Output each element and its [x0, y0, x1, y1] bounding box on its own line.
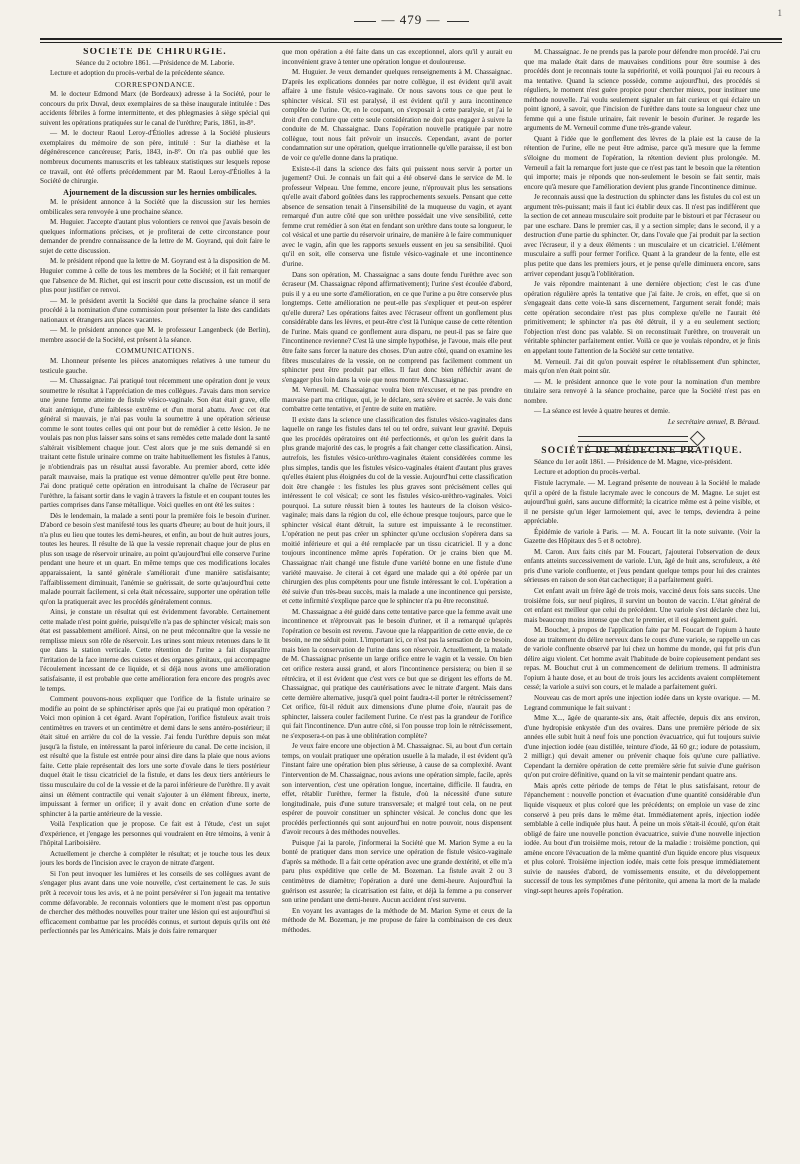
margin-number: 1 [777, 8, 782, 18]
paragraph: que mon opération a été faite dans un cas exceptionnel, alors qu'il y aurait eu inconvénient grave à tenter une opération longue et douloureuse. [282, 48, 512, 66]
paragraph: — M. le président annonce que le vote pour la nomination d'un membre titulaire sera renvoyé à la séance prochaine, parce que la Société n'est pas en nombre. [524, 377, 760, 405]
paragraph: M. le docteur Edmond Marx (de Bordeaux) adresse à la Société, pour le concours du prix Duval, deux exemplaires de sa thèse inaugurale intitulée : Des accidents fébriles à forme intermittente, et des phlegmasies à siège spécial qui suivent les opérations pratiquées sur le canal de l'urèthre; Paris, 1861, in-8°. [40, 90, 270, 127]
paragraph: Comment pouvons-nous expliquer que l'orifice de la fistule urinaire se modifie au point de se sphinctériser après que j'ai eu pratiqué mon opération ? Voici mon opinion à cet égard. Avant l'opération, l'orifice fistuleux avait trois centimètres en travers et un centimètre et demi dans le sens antéro-postérieur; il était situé en arrière du col de la vessie. J'ai fendu l'urèthre depuis son méat jusqu'à la fistule, en intéressant la paroi inférieure du canal. De cette incision, il est résulté que la fistule est entrée pour ainsi dire dans la plaie que nous avions faite. Cette plaie représentait des lors une sorte d'ovale dans le tiers postérieur duquel était le tissu cicatriciel de la fistule, et dans les deux tiers antérieurs le tissu musculaire du col de la vessie et de la paroi inférieure de l'urèthre. Il y avait ainsi un élément contractile qui venait s'ajouter à un élément fibreux, inerte, impuissant à fermer un orifice; il y avait donc en création d'une sorte de sphincter à la partie antérieure de la vessie. [40, 695, 270, 818]
paragraph: M. Verneuil. M. Chassaignac voulra bien m'excuser, et ne pas prendre en mauvaise part ma critique, qui, je le déclare, sera sévère et sacrée. Je vais donc combattre cette tentative, et j'entre de suite en matière. [282, 386, 512, 414]
column-left [40, 48, 270, 1148]
paragraph: Épidémie de variole à Paris. — M. A. Foucart lit la note suivante. (Voir la Gazette des Hôpitaux des 5 et 8 octobre). [524, 527, 760, 546]
session-line: Séance du 2 octobre 1861. —Présidence de M. Laborie. [75, 58, 235, 67]
header-rule [40, 38, 782, 40]
paragraph: Lecture et adoption du procès-verbal de la précédente séance. [50, 69, 225, 78]
paragraph: Il existe dans la science une classification des fistules vésico-vaginales dans laquelle on range les fistules dans tel ou tel ordre, suivant leur gravité. Depuis que les procédés opératoires ont été perfectionnés, et qu'on les guérit dans la plus grande majorité des cas, le progrès a fait changer cette classification. Ainsi, autrefois, les fistules vésico-urèthro-vaginales étaient considérées comme les plus simples, tandis que les fistules vésico-vaginales étaient d'autant plus graves qu'elles étaient plus éloignées du col de la vessie. Aujourd'hui cette classification doit être changée : les fistules les plus graves sont précisément celles qui intéressent le col vésical; ce sont les fistules vésico-urèthro-vaginales. Voici pourquoi. La suture réussit bien à toutes les hauteurs de la cloison vésico-vaginale; mais dans la région du col, elle échoue presque toujours, parce que le sphincter vésical étant détruit, la suture est impuissante à le reconstituer. L'opération ne peut pas créer un sphincter qu'une occlusion s'opérera dans sa moitié inférieure et qui a été remplacée par un tissu cicatriciel. Il y a donc toujours incontinence même après l'opération. Or je crains bien que M. Chassaignac n'ait changé une fistule d'une variété bonne en une fistule d'une variété mauvaise. Je citerai à cet égard une malade qui a été opérée par un chirurgien des plus compétents pour une fistule intéressant le col. L'opération a été suivie d'un très-beau succès, mais la malade a une incontinence qui persiste, et cette infirmité s'explique parce que le sphincter n'a pu être reconstitué. [282, 415, 512, 606]
section-heading-communications: COMMUNICATIONS. [115, 346, 195, 356]
paragraph: Si l'on peut invoquer les lumières et les conseils de ses collègues avant de s'engager plus avant dans une voie nouvelle, c'est certainement le cas. Je suis prêt à recevoir tous les avis, et à ne point persévérer si l'on jugeait ma tentative comme défavorable. Je reconnais volontiers que le moment n'est pas opportun de chercher des méthodes nouvelles pour traiter une lésion qui est aujourd'hui si efficacement combattue par les procédés connus, et surtout depuis qu'ils ont été perfectionnés par les Américains. Mais je dois faire remarquer [40, 869, 270, 936]
paragraph: Dans son opération, M. Chassaignac a sans doute fendu l'urèthre avec son écraseur (M. Chassaignac répond affirmativement); l'urine s'est écoulée d'abord, puis il y a eu une sorte d'amélioration, en ce que l'urine a pu être conservée plus longtemps. Cette amélioration ne peut-elle pas s'expliquer et peut-on espérer qu'elle durera? Les opérations faites avec l'écraseur offrent un gonflement plus considérable dans les lèvres, et peut-être c'est là l'unique cause de cette rétention de l'urine. Mais quand ce gonflement aura disparu, ne peut-il pas se faire que l'incontinence revienne? C'est là une simple hypothèse, je l'avoue, mais elle peut être faite sans forcer la nature des choses. D'un autre côté, quand on examine les fibres musculaires de la vessie, on ne comprend pas facilement comment un sphincter peut être produit par elles. Il faut donc bien réfléchir avant de s'engager plus loin dans la voie que nous montre M. Chassaignac. [282, 270, 512, 384]
paragraph: En voyant les avantages de la méthode de M. Marion Syme et ceux de la méthode de M. Bozeman, je me propose de faire la combinaison de ces deux méthodes. [282, 906, 512, 934]
paragraph: — M. le président annonce que M. le professeur Langenbeck (de Berlin), membre associé de la Société, est présent à la séance. [40, 326, 270, 344]
paragraph: Puisque j'ai la parole, j'informerai la Société que M. Marion Syme a eu la bonté de pratiquer dans mon service une opération de fistule vésico-vaginale d'après sa méthode. Il a fait cette opération avec une grande dextérité, et elle m'a paru plus expéditive que celle de M. Bozeman. La fistule avait 2 ou 3 centimètres de diamètre; l'opération a duré une demi-heure. Aujourd'hui la guérison est assurée; la cicatrisation est faite, et déjà la femme a pu conserver son urine pendant une demi-heure. Aucun accident n'est survenu. [282, 838, 512, 905]
paragraph: M. Huguier. J'accepte d'autant plus volontiers ce renvoi que j'avais besoin de quelques informations précises, et je profiterai de cette circonstance pour demander de prendre connaissance de la lettre de M. Goyrand, qui doit faire le sujet de cette discussion. [40, 218, 270, 255]
paragraph: — M. Chassaignac. J'ai pratiqué tout récemment une opération dont je veux soumettre le résultat à l'appréciation de mes collègues. J'avais dans mon service une jeune femme atteinte de fistule vésico-vaginale. Son état était grave, elle était anémique, d'une faiblesse extrême et d'un moral abattu. Avec cet état général si mauvais, je n'ai pas voulu la soumettre à une opération sérieuse comme le sont toutes celles qui ont pour but de remédier à cette lésion. Je ne voulais pas non plus laisser sans soins et sans remèdes cette malade dont la santé s'altérait visiblement chaque jour. C'est alors que je me suis demandé si en traitant cette fistule urinaire comme on traite habituellement les fistules à l'anus, je n'obtiendrais pas un résultat aussi favorable. Au premier abord, cette idée paraît mauvaise, mais la pratique est venue démontrer qu'elle peut être bonne. J'ai donc pratiqué cette opération en introduisant la chaîne de l'écraseur par l'urèthre, la faisant sortir dans le vagin à travers la fistule et en coupant toutes les parties comprises dans l'anse métallique. Voici quelles en ont été les suites : [40, 377, 270, 510]
paragraph: Quant à l'idée que le gonflement des lèvres de la plaie est la cause de la rétention de l'urine, elle ne peut être admise, parce qu'à mesure que la femme s'éloigne du moment de l'opération, la rétention devient plus prolongée. M. Verneuil a fait la remarque fort juste que ce n'est pas tant le besoin que la rétention qui importe; mais je réponds que non-seulement le besoin se fait sentir, mais encore qu'à mesure que l'amélioration devient plus grande l'incontinence diminue. [524, 134, 760, 191]
paragraph: — M. le président avertit la Société que dans la prochaine séance il sera procédé à la nomination d'une commission pour présenter la liste des candidats nationaux et étrangers aux places vacantes. [40, 296, 270, 324]
paragraph: Nouveau cas de mort après une injection iodée dans un kyste ovarique. — M. Legrand communique le fait suivant : [524, 694, 760, 712]
session-line-2: Séance du 1er août 1861. — Présidence de M. Magne, vice-président. [534, 457, 733, 466]
page-number: — 479 — [40, 12, 782, 28]
paragraph: M. Caron. Aux faits cités par M. Foucart, j'ajouterai l'observation de deux enfants atteints successivement de variole. L'un, âgé de huit ans, scrofuleux, a été pris d'une variole confluente, et j'eus pendant quelque temps pour lui des craintes sérieuses en raison de son état cachectique; il a parfaitement guéri. [524, 547, 760, 585]
society-title: SOCIÉTÉ DE CHIRURGIE. [83, 48, 227, 57]
section-heading-ajournement: Ajournement de la discussion sur les hernies ombilicales. [63, 187, 257, 197]
paragraph: — M. le docteur Raoul Leroy-d'Étiolles adresse à la Société plusieurs exemplaires du mémoire de son père, intitulé : Sur la diathèse et la dégénérescence cancéreuse; Paris, 1843, in-8°. On n'a pas oublié que les nombreux documents manuscrits et les tableaux statistiques sur lesquels repose ce travail, ont été offerts précédemment par M. Raoul Leroy-d'Étiolles à la Société de chirurgie. [40, 129, 270, 186]
section-heading-correspondance: CORRESPONDANCE. [114, 79, 196, 89]
header-rule-thin [40, 42, 782, 43]
paragraph: Existe-t-il dans la science des faits qui puissent nous servir à porter un jugement? Oui. Je connais un fait qui a été observé dans le service de M. le professeur Velpeau. Une femme, encore jeune, n'éprouvait plus les sensations qu'elle avait d'abord goûtées dans les rapprochements sexuels. Pensant que cette absence de sensation tenait à l'insensibilité de la muqueuse du vagin, et ayant remarqué d'un autre côté que son urèthre possédait une vive sensibilité, cette femme crut remédier à son état en fendant son urèthre dans toute sa longueur, le col vésical et une partie du réservoir urinaire, de manière à le faire communiquer avec le vagin, afin que les rapports sexuels eussent en jeu sa sensibilité. Quoi qu'il en soit, elle conserva une fistule vésico-vaginale et une incontinence d'urine. [282, 164, 512, 269]
paragraph: Mme X..., âgée de quarante-six ans, était affectée, depuis dix ans environ, d'une hydropisie enkystée d'un des ovaires. Dans une première période de six années elle subit huit à neuf fois une ponction évacuatrice, qui fut toujours suivie d'une injection iodée (eau distillée, teinture d'iode, ãã 60 gr.; iodure de potassium, 2 milligr.) qui devait amener ou prévenir chaque fois qu'une cure palliative. Cependant la dernière opération de cette première série fut suivie d'une guérison qu'on put croire définitive, quand on la vit se maintenir pendant quatre ans. [524, 714, 760, 780]
paragraph: — La séance est levée à quatre heures et demie. [534, 407, 670, 416]
paragraph: M. Lhonneur présente les pièces anatomiques relatives à une tumeur du testicule gauche. [40, 356, 270, 375]
paragraph: Ainsi, je constate un résultat qui est évidemment favorable. Certainement cette malade n'est point guérie, puisqu'elle n'a pas de sphincter vésical; mais son état est passablement amélioré. Ainsi, on ne peut méconnaître que la vessie ne remplisse mieux son rôle de réservoir. Les urines sont mieux retenues dans le lit que dans la station verticale. Cette rétention de l'urine a fait disparaître l'irritation de la face interne des cuisses et des organes génitaux, qui accompagne l'écoulement incessant de ce liquide, et si déjà nous avons une amélioration satisfaisante, il est probable que cette amélioration fera encore des progrès avec le temps. [40, 608, 270, 693]
paragraph: Je vais répondre maintenant à une dernière objection; c'est le cas d'une opération régulière après la tentative que j'ai faite. Je crois, en effet, que si on s'engageait dans cette voie-là sans discernement, l'argument serait fondé; mais cette opération secondaire n'est pas plus complexe qu'elle ne l'aurait été primitivement; le sphincter n'a pas été détruit, il y a eu seulement section; l'objection n'est donc pas valable. Si on reconstituait l'urèthre, on trouverait un véritable sphincter parfaitement entier. Voilà ce que je voulais répondre, et je finis en appelant toute l'attention de la Société sur cette tentative. [524, 280, 760, 355]
paragraph: Je reconnais aussi que la destruction du sphincter dans les fistules du col est un argument très-puissant; mais il faut ici établir deux cas. Il n'est pas indifférent que la section de cet anneau musculaire soit produite par le bistouri et par l'écraseur ou par une eschare. Dans le premier cas, il y a section simple; dans le second, il y a destruction d'une partie du sphincter. Or, dans l'ovale que j'ai produit par la section avec l'écraseur, il y a deux éléments : un musculaire et un cicatriciel. L'élément musculaire a suffi pour fermer l'orifice. Quant à la grandeur de la fente, elle est plus petite que dans les premiers jours, et je pense qu'elle diminuera encore, sans arriver cependant jusqu'à l'oblitération. [524, 193, 760, 278]
paragraph: M. Verneuil. J'ai dit qu'on pouvait espérer le rétablissement d'un sphincter, mais qu'on n'en était point sûr. [524, 357, 760, 376]
paragraph: M. Boucher, à propos de l'application faite par M. Foucart de l'opium à haute dose au traitement du délire nerveux dans le cours d'une variole, se rappelle un cas de variole confluente observé par lui chez un homme du monde, qui fut pris d'un délire aigu violent. Cet homme avait l'habitude de boire copieusement pendant ses repas. M. Bouchut crut à un commencement de delirium tremens. Il administra l'opium à haute dose, et au bout de trois jours les accidents avaient complètement cessé; la variole a suivi son cours, et le malade a parfaitement guéri. [524, 626, 760, 692]
paragraph: Voilà l'explication que je propose. Ce fait est à l'étude, c'est un sujet d'expérience, et j'engage les personnes qui voudraient en être témoins, à venir à l'hôpital Lariboisière. [40, 820, 270, 848]
paragraph: Dès le lendemain, la malade a senti pour la première fois le besoin d'uriner. D'abord ce besoin s'est manifesté tous les quarts d'heure; au bout de huit jours, il n'a plus eu lieu que toutes les demi-heures, et enfin, au bout de huit autres jours, toutes les heures. Il résulte de là que la vessie reprenait chaque jour de plus en plus son usage de réservoir urinaire, au point qu'aujourd'hui elle conserve l'urine pendant une heure et un quart. En même temps que ces modifications locales apparaissaient, la santé générale s'améliorait d'une manière satisfaisante; l'affaiblissement diminuait, l'anémie se guérissait, de sorte qu'aujourd'hui cette malade pourrait facilement, si cela était nécessaire, supporter une opération telle qu'on la pratiquerait avec les procédés généralement connus. [40, 511, 270, 606]
section-divider-ornament [524, 433, 760, 443]
paragraph: Fistule lacrymale. — M. Legrand présente de nouveau à la Société le malade qu'il a opéré de la fistule lacrymale avec le concours de M. Magne. Le sujet est aujourd'hui guéri, sans aucune difformité; la cicatrice même est à peine visible, et il ne persiste qu'un léger larmoiement qui, avec le temps, deviendra à peine appréciable. [524, 478, 760, 526]
paragraph: Mais après cette période de temps de l'état le plus satisfaisant, retour de l'épanchement : nouvelle ponction et évacuation d'une quantité considérable d'un liquide visqueux et plus coloré que les précédents; on emploie un vase de zinc conservé à peu près dans le même état. Immédiatement après, injection iodée semblable à celle indiquée plus haut. À peine un mois s'était-il écoulé, qu'on était obligé de faire une nouvelle ponction évacuatrice, suivie d'une nouvelle injection iodée. Au bout d'un troisième mois, retour de la maladie : troisième ponction, qui amène encore l'évacuation de la même quantité d'un liquide encore plus visqueux et plus coloré. Troisième injection iodée, mais cette fois presque immédiatement suivie de nausées d'abord, de vomissements ensuite, et du développement successif de tous les symptômes d'une péritonite, qui amena la mort de la malade vingt-sept heures après l'opération. [524, 781, 760, 895]
paragraph: M. le président annonce à la Société que la discussion sur les hernies ombilicales sera renvoyée à une prochaine séance. [40, 198, 270, 216]
paragraph: Cet enfant avait un frère âgé de trois mois, vacciné deux fois sans succès. Une troisième fois, sur neuf piqûres, il survint un bouton de vaccin. L'état général de cet enfant est meilleur que celui du précédent. Une variole s'est déclarée chez lui, mais beaucoup moins intense que chez le premier, et il est également guéri. [524, 586, 760, 624]
column-right-content [524, 48, 760, 1148]
paragraph: M. le président répond que la lettre de M. Goyrand est à la disposition de M. Huguier comme à celle de tous les membres de la Société; et il fait remarquer que l'absence de M. Richet, qui est inscrit pour cette discussion, est un motif de plus pour justifier ce renvoi. [40, 257, 270, 295]
paragraph: M. Chassaignac a été guidé dans cette tentative parce que la femme avait une incontinence et n'éprouvait pas le besoin d'uriner, et il a remarqué qu'après l'opération ce besoin est revenu. J'avoue que la réapparition de cette envie, de ce besoin, ne me séduit point. L'important ici, ce n'est pas la sensation de ce besoin, mais bien la conservation de l'urine dans son réservoir. Actuellement, la malade de M. Chassaignac présente un large orifice entre le vagin et la vessie. On bien cet orifice restera aussi grand, et alors l'incontinence persistera; ou bien il se rétrécira, et il est évident que c'est vers ce but que se dirigent les efforts de M. Chassaignac, qui pratique des cautérisations avec le nitrate d'argent. Mais dans cette dernière alternative, jusqu'à quel point faudra-t-il porter le rétrécissement? Cet orifice, fût-il réduit aux dimensions d'une plume d'oie, n'aurait pas de sphincter, laissera couler facilement l'urine. Ce n'est pas la grandeur de l'orifice qui fait l'incontinence. D'un autre côté, si l'on pousse trop loin le rétrécissement, ne s'exposera-t-on pas à une oblitération complète? [282, 607, 512, 740]
secretary-signature: Le secrétaire annuel, B. Béraud. [667, 417, 760, 426]
paragraph: Actuellement je cherche à compléter le résultat; et je touche tous les deux jours les bords de l'incision avec le crayon de nitrate d'argent. [40, 849, 270, 868]
column-middle [282, 48, 512, 1148]
society-title-2: SOCIÉTÉ DE MÉDECINE PRATIQUE. [541, 446, 743, 457]
page-header [40, 8, 782, 42]
paragraph: M. Chassaignac. Je ne prends pas la parole pour défendre mon procédé. J'ai cru que ma malade était dans de mauvaises conditions pour être soumise à des procédés dont je reconnais toute la supériorité, et voilà pourquoi j'ai eu recours à ma tentative. Quand la science possède, comme aujourd'hui, des procédés si réguliers, le moment n'est guère propice pour chercher mieux, pour instituer une méthode nouvelle. J'ai voulu seulement signaler un fait curieux et qui éclaire un point ignoré, à savoir, que l'incision de l'urèthre dans toute sa longueur chez une femme qui a une fistule urinaire, fait revenir le besoin d'uriner. Je regarde les arguments de M. Verneuil comme d'une très-grande valeur. [524, 48, 760, 133]
paragraph: Je veux faire encore une objection à M. Chassaignac. Si, au bout d'un certain temps, on voulait pratiquer une opération usuelle à la malade, il est évident qu'à l'instant faire une opération bien plus sérieuse, à cause de sa complexité. Avant l'intervention de M. Chassaignac, nous avions une opération simple, facile, après son intervention, c'est une opération longue, incertaine, difficile. Il faudra, en effet, rétablir l'urèthre, fermer la fistule, d'où la nécessité d'une suture longitudinale, puis d'une suture transversale; et malgré tout cela, on ne peut espérer de pouvoir constituer un sphincter vésical. Je conclus donc que les procédés perfectionnés qui sont aujourd'hui en notre pouvoir, nous dispensent d'avoir recours à des méthodes nouvelles. [282, 742, 512, 837]
paragraph: Lecture et adoption du procès-verbal. [534, 468, 641, 477]
paragraph: M. Huguier. Je veux demander quelques renseignements à M. Chassaignac. D'après les explications données par notre collègue, il est évident qu'il avait affaire à une fistule vésico-vaginale. Or nous savons tous ce que peut le sphincter vésical. S'il est paralysé, il est évident qu'il y aura incontinence complète de l'urine. Or, en le coupant, on s'exposait à cette paralysie, et j'ai le droit d'en conclure que cette seule considération ne doit pas engager à suivre la conduite de M. Chassaignac. Dans l'opération nouvelle pratiquée par notre collègue, tout nous fait prévoir un insuccès. Cependant, avant de porter condamnation sur une opération, quelque irrationnelle qu'elle paraisse, il est bon de voir ce qu'elle donne dans la pratique. [282, 68, 512, 163]
